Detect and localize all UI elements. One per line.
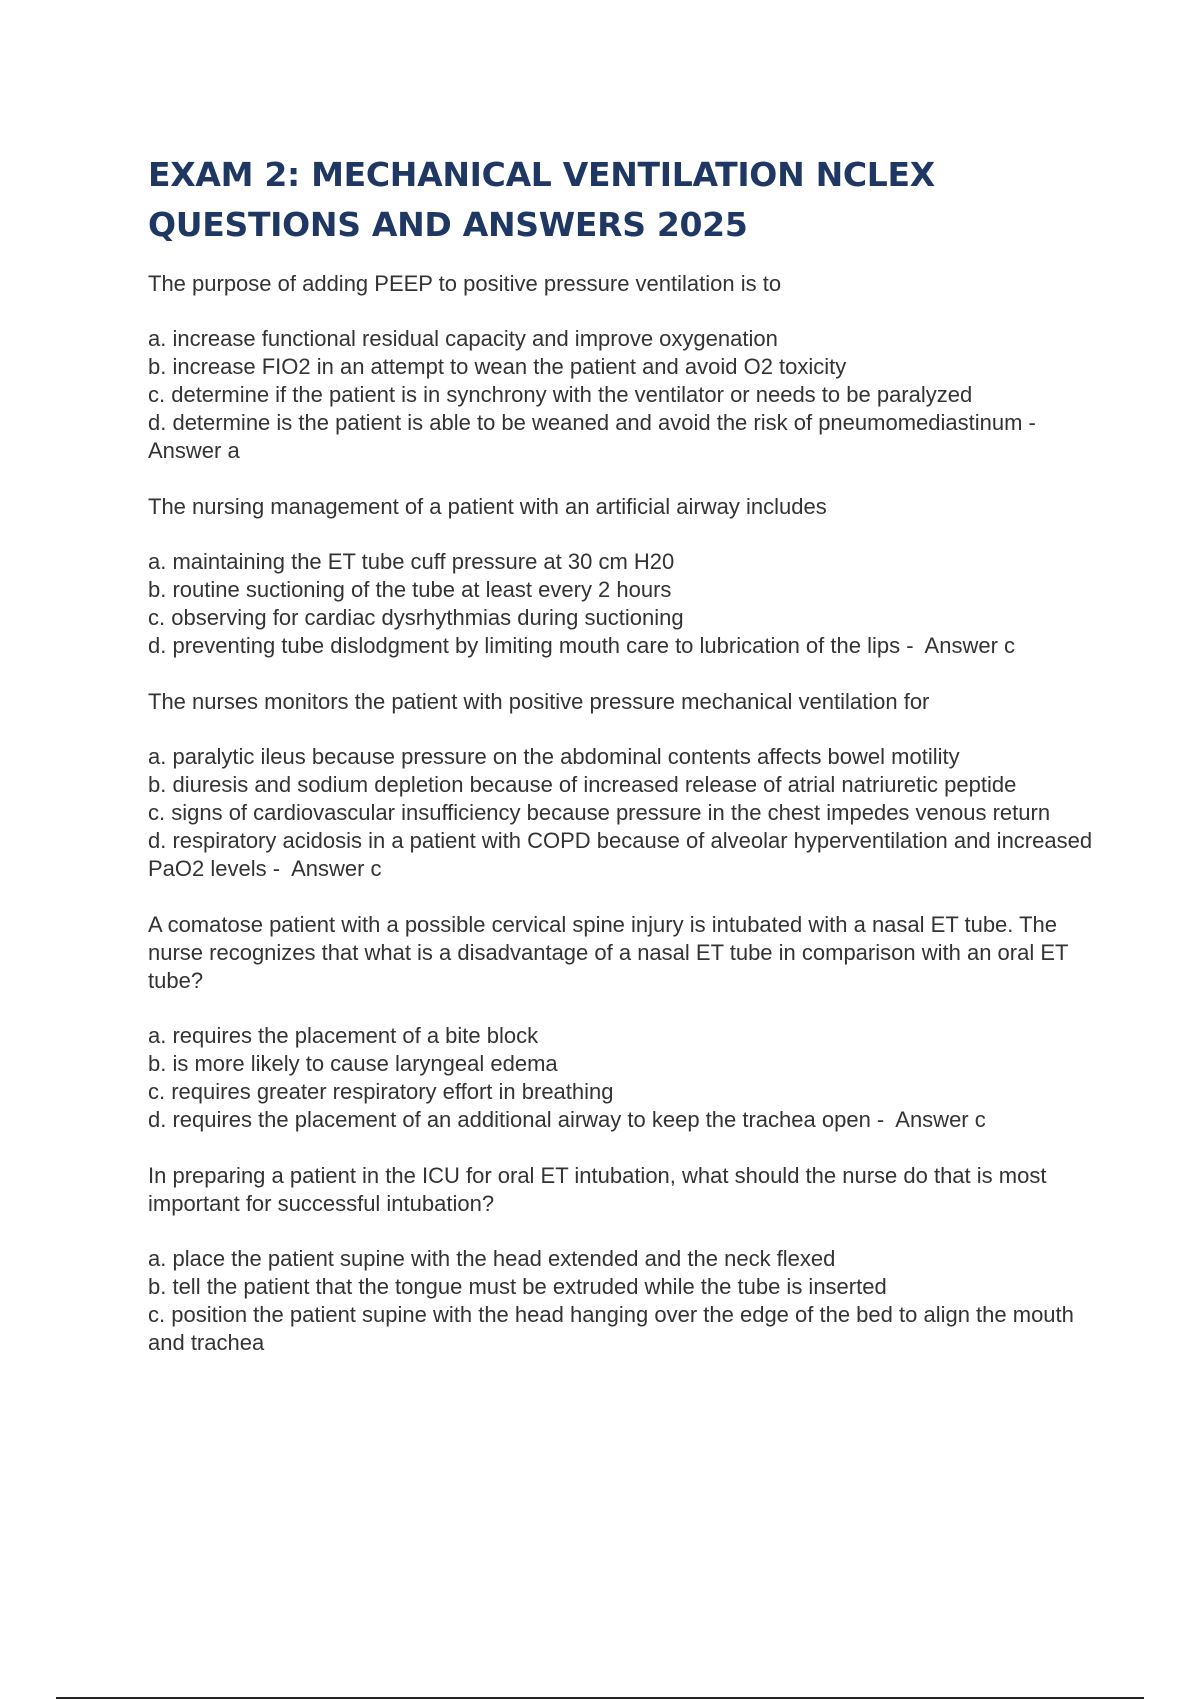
answer-options [148,1022,1093,1134]
option-c: c. requires greater respiratory effort in breathing [148,1079,614,1104]
option-d-text: d. preventing tube dislodgment by limiting mouth care to lubrication of the lips - [148,633,914,658]
option-b: b. increase FIO2 in an attempt to wean the patient and avoid O2 toxicity [148,354,847,379]
question-block-1 [148,270,1093,465]
option-a: a. requires the placement of a bite block [148,1023,539,1048]
document-title-line-1: EXAM 2: MECHANICAL VENTILATION NCLEX [148,155,935,194]
answer-label: Answer a [148,438,240,463]
option-a: a. maintaining the ET tube cuff pressure at 30 cm H20 [148,549,675,574]
option-c: c. signs of cardiovascular insufficiency because pressure in the chest impedes venous return [148,800,1051,825]
answer-options [148,743,1093,883]
answer-label: Answer c [895,1107,986,1132]
answer-label: Answer c [291,856,382,881]
document-title-line-2: QUESTIONS AND ANSWERS 2025 [148,205,748,244]
option-d [148,632,1093,660]
question-text: The purpose of adding PEEP to positive pressure ventilation is to [148,271,782,296]
option-b: b. is more likely to cause laryngeal edema [148,1051,558,1076]
question-block-2 [148,493,1093,660]
document-title [148,150,1093,250]
option-a: a. place the patient supine with the head extended and the neck flexed [148,1246,836,1271]
option-b: b. diuresis and sodium depletion because of increased release of atrial natriuretic peptide [148,772,1017,797]
option-a: a. increase functional residual capacity and improve oxygenation [148,326,778,351]
option-d-text: d. determine is the patient is able to be weaned and avoid the risk of pneumomediastinum - [148,410,1036,435]
option-d-text: d. requires the placement of an additional airway to keep the trachea open - [148,1107,885,1132]
answer-options [148,548,1093,660]
option-d-text: d. respiratory acidosis in a patient with COPD because of alveolar hyperventilation and increased PaO2 levels - [148,828,1093,881]
document-content [148,150,1093,1385]
option-b: b. routine suctioning of the tube at least every 2 hours [148,577,672,602]
option-a: a. paralytic ileus because pressure on the abdominal contents affects bowel motility [148,744,960,769]
option-d [148,827,1093,883]
option-b: b. tell the patient that the tongue must be extruded while the tube is inserted [148,1274,887,1299]
answer-label: Answer c [924,633,1016,658]
question-block-4 [148,911,1093,1134]
option-c: c. position the patient supine with the head hanging over the edge of the bed to align the mouth and trachea [148,1302,1074,1355]
footer-divider [56,1697,1144,1699]
question-text: The nursing management of a patient with an artificial airway includes [148,494,827,519]
option-d [148,409,1093,465]
option-c: c. observing for cardiac dysrhythmias during suctioning [148,605,684,630]
option-c: c. determine if the patient is in synchrony with the ventilator or needs to be paralyzed [148,382,973,407]
question-text: The nurses monitors the patient with positive pressure mechanical ventilation for [148,689,930,714]
question-text: A comatose patient with a possible cervical spine injury is intubated with a nasal ET tube. The nurse recognizes that what is a disadvantage of a nasal ET tube in comparison with an oral ET tube? [148,912,1069,993]
answer-options [148,325,1093,465]
question-text: In preparing a patient in the ICU for oral ET intubation, what should the nurse do that is most important for successful intubation? [148,1163,1047,1216]
answer-options [148,1245,1093,1357]
question-block-3 [148,688,1093,883]
question-block-5 [148,1162,1093,1357]
option-d [148,1106,1093,1134]
